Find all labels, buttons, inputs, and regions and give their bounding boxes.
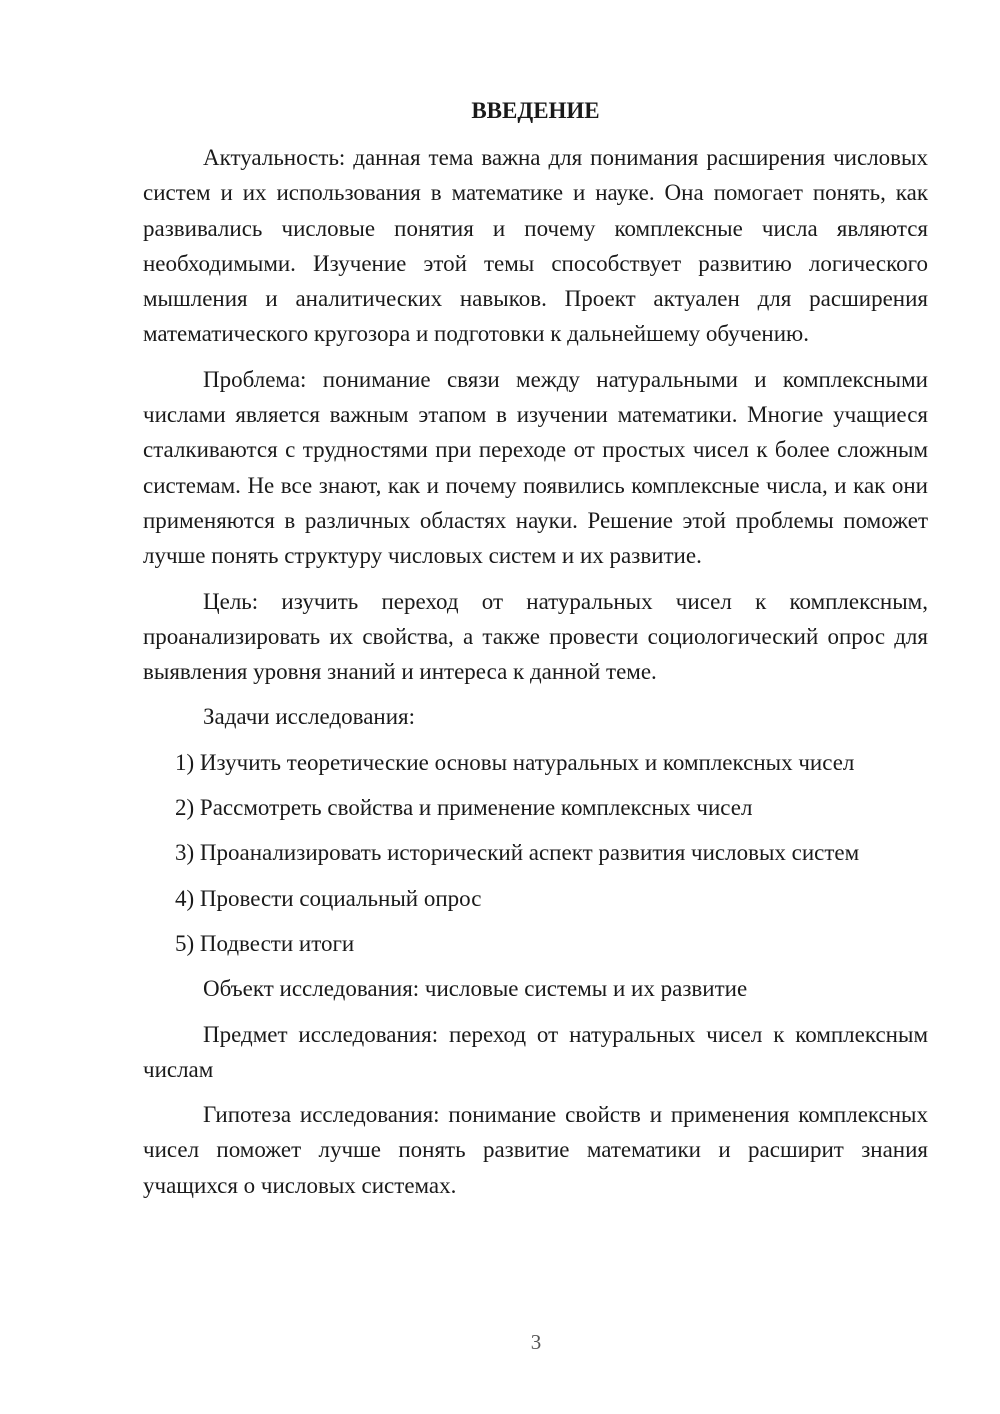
page-number: 3 <box>530 1330 542 1354</box>
list-item: 1) Изучить теоретические основы натуральных и комплексных чисел <box>175 749 855 775</box>
tasks-heading: Задачи исследования: <box>203 704 416 730</box>
list-item: 5) Подвести итоги <box>175 930 355 956</box>
problem-paragraph: Проблема: понимание связи между натуральными и комплексными числами является важным этапом в изучении математики. Многие учащиеся сталкиваются с трудностями при переходе от простых чисел к более сложным системам. Не все знают, как и почему появились комплексные числа, и как они применяются в различных областях науки. Решение этой проблемы поможет лучше понять структуру числовых систем и их развитие. <box>143 366 928 569</box>
subject-paragraph: Предмет исследования: переход от натуральных чисел к комплексным числам <box>143 1021 928 1082</box>
goal-paragraph: Цель: изучить переход от натуральных чисел к комплексным, проанализировать их свойства, а также провести социологический опрос для выявления уровня знаний и интереса к данной теме. <box>143 588 928 685</box>
list-item: 4) Провести социальный опрос <box>175 885 482 911</box>
list-item: 3) Проанализировать исторический аспект развития числовых систем <box>175 840 860 866</box>
list-item: 2) Рассмотреть свойства и применение комплексных чисел <box>175 795 753 821</box>
hypothesis-paragraph: Гипотеза исследования: понимание свойств и применения комплексных чисел поможет лучше понять развитие математики и расширит знания учащихся о числовых системах. <box>143 1102 928 1198</box>
page-content <box>143 93 928 1213</box>
object-paragraph: Объект исследования: числовые системы и их развитие <box>203 976 748 1002</box>
tasks-list <box>143 745 928 961</box>
relevance-paragraph: Актуальность: данная тема важна для понимания расширения числовых систем и их использования в математике и науке. Она помогает понять, как развивались числовые понятия и почему комплексные числа являются необходимыми. Изучение этой темы способствует развитию логического мышления и аналитических навыков. Проект актуален для расширения математического кругозора и подготовки к дальнейшему обучению. <box>143 145 928 347</box>
section-title: ВВЕДЕНИЕ <box>471 98 600 123</box>
